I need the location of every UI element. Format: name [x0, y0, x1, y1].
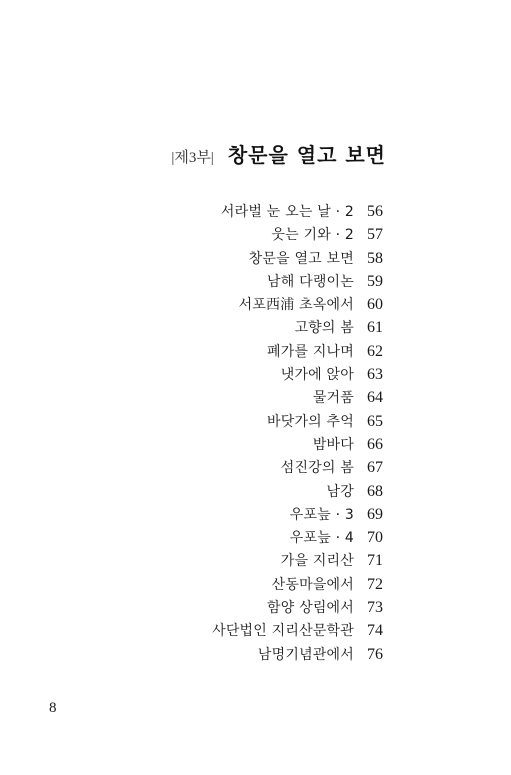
toc-entry	[212, 411, 389, 434]
toc-entry-title: 우포늪 · 3	[289, 506, 354, 523]
toc-entry	[212, 201, 389, 224]
toc-entry-page: 70	[367, 529, 383, 547]
toc-entry-title: 냇가에 앉아	[280, 367, 354, 384]
toc-entry	[212, 434, 389, 457]
toc-entry	[212, 294, 389, 317]
toc-entry	[212, 527, 389, 550]
toc-entry-title: 웃는 기와 · 2	[271, 227, 354, 244]
toc-entry-page: 60	[367, 296, 383, 314]
toc-entry-title: 남명기념관에서	[257, 646, 354, 663]
toc-entry-page: 58	[367, 249, 383, 267]
toc-entry-title: 창문을 열고 보면	[248, 250, 354, 267]
toc-entry-title: 가을 지리산	[280, 553, 354, 570]
toc-entry	[212, 457, 389, 480]
toc-entry-title: 밤바다	[312, 436, 354, 453]
page-number: 8	[49, 700, 57, 716]
toc-entry-title: 바닷가의 추억	[267, 413, 354, 430]
toc-entry-title: 사단법인 지리산문학관	[212, 623, 354, 640]
toc-entry-title: 산동마을에서	[271, 576, 354, 593]
toc-entry-page: 73	[367, 599, 383, 617]
toc-entry-page: 61	[367, 319, 383, 337]
toc-entry	[212, 550, 389, 573]
toc-entry	[212, 481, 389, 504]
toc-entry-title: 함양 상림에서	[267, 600, 354, 617]
toc-entry-title: 우포늪 · 4	[289, 530, 354, 547]
toc-entry	[212, 620, 389, 643]
toc-entry	[212, 574, 389, 597]
toc-entry-page: 64	[367, 389, 383, 407]
toc-entry-page: 68	[367, 482, 383, 500]
toc-entry-page: 67	[367, 459, 383, 477]
part-label: |제3부|	[171, 150, 214, 166]
toc-entry-page: 69	[367, 505, 383, 523]
toc-entry-title: 물거품	[312, 390, 354, 407]
toc-entry-page: 63	[367, 366, 383, 384]
toc-entry-page: 65	[367, 412, 383, 430]
toc-entry-page: 74	[367, 622, 383, 640]
toc-entry-page: 66	[367, 435, 383, 453]
section-title: 창문을 열고 보면	[227, 143, 386, 167]
toc-entry	[212, 317, 389, 340]
toc-entry	[212, 504, 389, 527]
toc-entry-page: 71	[367, 552, 383, 570]
toc-entry-page: 72	[367, 575, 383, 593]
toc-entry-title: 폐가를 지나며	[267, 343, 354, 360]
toc-entry	[212, 271, 389, 294]
toc-entry-title: 서라벌 눈 오는 날 · 2	[220, 204, 354, 220]
toc-entry	[212, 644, 389, 667]
toc-entry-title: 고향의 봄	[294, 320, 354, 337]
section-header	[171, 139, 386, 168]
toc-entry	[212, 224, 389, 247]
toc-entry	[212, 387, 389, 410]
toc-entry-title: 남해 다랭이논	[267, 273, 354, 290]
table-of-contents	[212, 201, 389, 667]
toc-entry-title: 섬진강의 봄	[280, 460, 354, 477]
toc-entry-page: 62	[367, 342, 383, 360]
toc-entry	[212, 597, 389, 620]
toc-entry-page: 76	[367, 645, 383, 663]
toc-entry	[212, 248, 389, 271]
toc-entry-page: 59	[367, 272, 383, 290]
toc-entry-title: 남강	[326, 483, 354, 500]
toc-entry	[212, 364, 389, 387]
toc-entry-title: 서포西浦 초옥에서	[238, 297, 354, 314]
toc-entry	[212, 341, 389, 364]
toc-entry-page: 56	[367, 203, 383, 220]
toc-entry-page: 57	[367, 226, 383, 244]
